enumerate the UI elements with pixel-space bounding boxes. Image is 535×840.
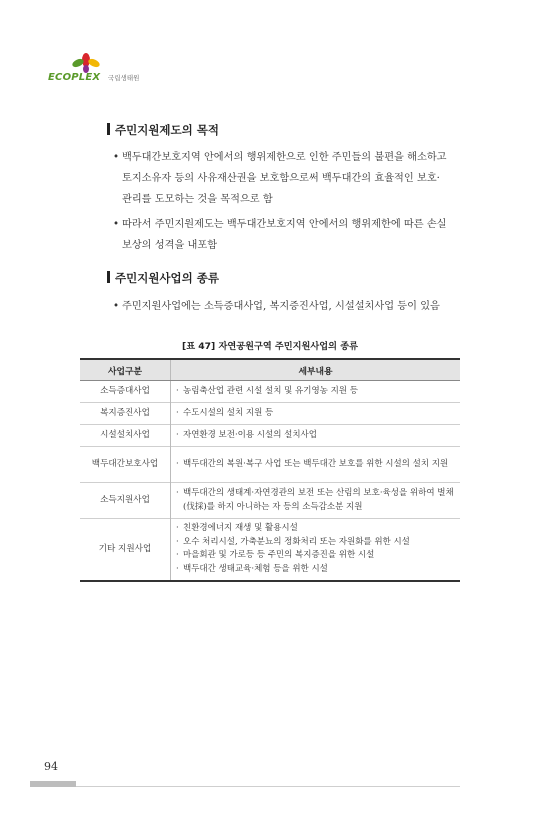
table-row: [80, 447, 460, 483]
ecoplex-logo: [46, 52, 156, 92]
row-details: · 수도시설의 설치 지원 등: [171, 403, 461, 425]
footer-bar: [30, 781, 76, 787]
row-category: 기타 지원사업: [80, 519, 171, 581]
section-heading-types: 주민지원사업의 종류: [115, 270, 219, 286]
section-heading-purpose: 주민지원제도의 목적: [115, 122, 219, 138]
table-row: [80, 425, 460, 447]
logo-subtitle: 국립생태원: [108, 74, 140, 82]
footer-divider: [76, 786, 460, 787]
row-details: · 친환경에너지 재생 및 활용시설 · 오수 처리시설, 가축분뇨의 정화처리 또는 자원화를 위한 시설 · 마을회관 및 가로등 등 주민의 복지증진을 위한 시설 · 백두대간 생태교육·체험 등을 위한 시설: [171, 519, 461, 581]
row-details: · 자연환경 보전·이용 시설의 설치사업: [171, 425, 461, 447]
column-header-category: 사업구분: [80, 359, 171, 381]
bullet-types-1: • 주민지원사업에는 소득증대사업, 복지증진사업, 시설설치사업 등이 있음: [113, 301, 440, 312]
row-details: · 농림축산업 관련 시설 설치 및 유기영농 지원 등: [171, 381, 461, 403]
row-details: · 백두대간의 생태계·자연경관의 보전 또는 산림의 보호·육성을 위하여 벌채(伐採)를 하지 아니하는 자 등의 소득감소분 지원: [171, 483, 461, 519]
support-projects-table: [80, 358, 460, 582]
logo-wordmark: ECOPLEX: [48, 72, 101, 83]
row-details: · 백두대간의 복원·복구 사업 또는 백두대간 보호를 위한 시설의 설치 지원: [171, 447, 461, 483]
heading-bar: [107, 123, 110, 135]
row-category: 소득지원사업: [80, 483, 171, 519]
row-category: 복지증진사업: [80, 403, 171, 425]
row-category: 백두대간보호사업: [80, 447, 171, 483]
row-category: 소득증대사업: [80, 381, 171, 403]
row-category: 시설설치사업: [80, 425, 171, 447]
table-header-row: [80, 359, 460, 381]
table-caption: [표 47] 자연공원구역 주민지원사업의 종류: [182, 341, 358, 352]
page-number: 94: [44, 760, 58, 773]
leaf-logo-icon: [66, 52, 106, 74]
heading-bar: [107, 271, 110, 283]
table-row: [80, 519, 460, 581]
bullet-purpose-2: • 따라서 주민지원제도는 백두대간보호지역 안에서의 행위제한에 따른 손실 보상의 성격을 내포함: [113, 219, 447, 251]
bullet-purpose-1: • 백두대간보호지역 안에서의 행위제한으로 인한 주민들의 불편을 해소하고 토지소유자 등의 사유재산권을 보호함으로써 백두대간의 효율적인 보호· 관리를 도모하는 것을 목적으로 함: [113, 152, 447, 205]
table-row: [80, 483, 460, 519]
table-row: [80, 403, 460, 425]
table-row: [80, 381, 460, 403]
column-header-details: 세부내용: [171, 359, 461, 381]
